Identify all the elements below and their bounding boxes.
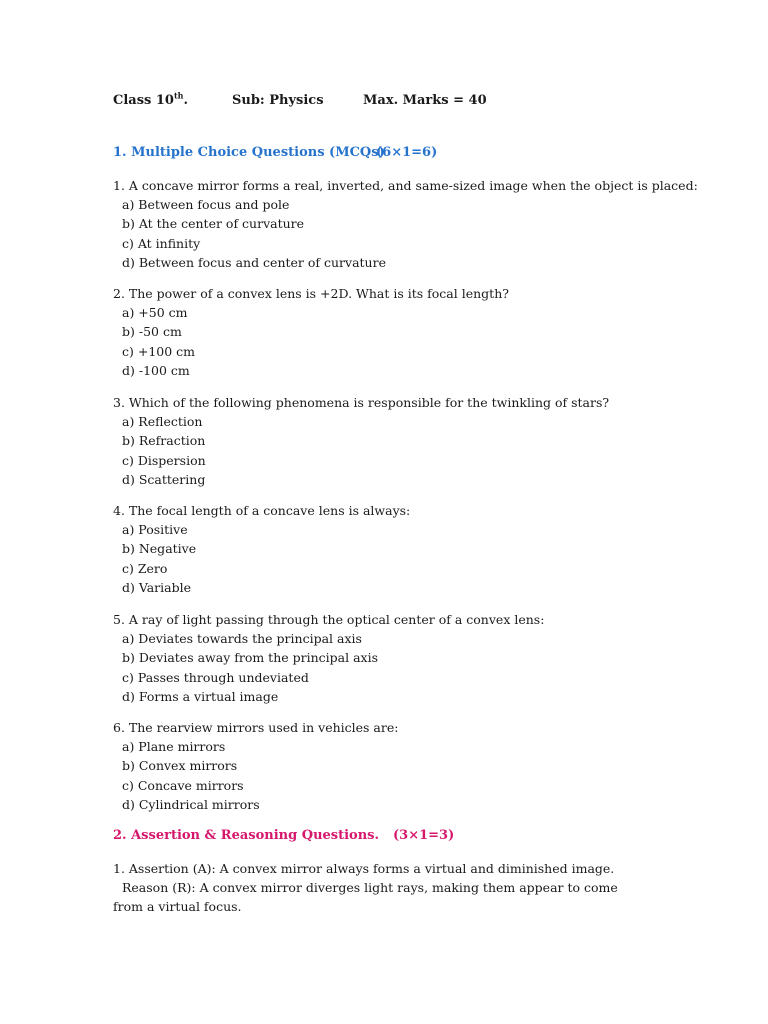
option-c: c) At infinity xyxy=(122,235,201,251)
class-label xyxy=(113,90,189,108)
option-d: d) Scattering xyxy=(122,471,206,487)
section-title-mcq xyxy=(113,145,438,160)
option-b: b) At the center of curvature xyxy=(122,216,305,232)
option-c: c) Passes through undeviated xyxy=(122,669,309,685)
option-b: b) Negative xyxy=(122,541,197,557)
section-title-text: 1. Multiple Choice Questions (MCQs) xyxy=(113,145,385,160)
subject-label: Sub: Physics xyxy=(232,93,324,108)
option-c: c) Dispersion xyxy=(122,452,206,468)
question-stem: 6. The rearview mirrors used in vehicles are: xyxy=(113,720,399,735)
class-text: Class 10 xyxy=(113,93,174,108)
max-marks-label: Max. Marks = 40 xyxy=(363,93,487,108)
question-stem: 2. The power of a convex lens is +2D. What is its focal length? xyxy=(113,286,509,301)
class-superscript: th xyxy=(173,90,184,101)
mcq-question-3 xyxy=(113,393,673,489)
assertion-text: 1. Assertion (A): A convex mirror always forms a virtual and diminished image. xyxy=(113,861,615,876)
option-a: a) Positive xyxy=(122,522,188,538)
option-d: d) Cylindrical mirrors xyxy=(122,796,260,812)
option-c: c) +100 cm xyxy=(122,343,196,359)
option-d: d) Between focus and center of curvature xyxy=(122,254,386,270)
section-marks: (3×1=3) xyxy=(393,828,455,843)
assertion-reason-item-1 xyxy=(113,859,643,917)
option-d: d) -100 cm xyxy=(122,362,190,378)
option-c: c) Zero xyxy=(122,560,168,576)
option-d: d) Forms a virtual image xyxy=(122,688,279,704)
option-a: a) Reflection xyxy=(122,414,203,430)
question-stem: 3. Which of the following phenomena is responsible for the twinkling of stars? xyxy=(113,395,610,410)
option-d: d) Variable xyxy=(122,579,192,595)
option-a: a) +50 cm xyxy=(122,305,188,321)
mcq-question-5 xyxy=(113,610,673,706)
question-stem: 5. A ray of light passing through the optical center of a convex lens: xyxy=(113,612,545,627)
question-stem: 4. The focal length of a concave lens is always: xyxy=(113,503,411,518)
section-title-assertion-reasoning xyxy=(113,828,455,843)
section-marks: (6×1=6) xyxy=(376,145,438,160)
option-a: a) Between focus and pole xyxy=(122,197,290,213)
option-c: c) Concave mirrors xyxy=(122,777,244,793)
section-title-text: 2. Assertion & Reasoning Questions. xyxy=(113,828,380,843)
mcq-question-4 xyxy=(113,501,673,597)
option-b: b) Deviates away from the principal axis xyxy=(122,650,378,666)
mcq-question-1 xyxy=(113,176,698,272)
option-a: a) Deviates towards the principal axis xyxy=(122,631,362,647)
option-a: a) Plane mirrors xyxy=(122,739,226,755)
question-stem: 1. A concave mirror forms a real, inverted, and same-sized image when the object is placed: xyxy=(113,178,698,193)
mcq-question-2 xyxy=(113,284,673,380)
option-b: b) Convex mirrors xyxy=(122,758,238,774)
option-b: b) Refraction xyxy=(122,433,206,449)
mcq-question-6 xyxy=(113,718,673,814)
reason-text: Reason (R): A convex mirror diverges light rays, making them appear to come from a virtual focus. xyxy=(113,880,618,915)
class-suffix: . xyxy=(183,93,189,108)
option-b: b) -50 cm xyxy=(122,324,182,340)
